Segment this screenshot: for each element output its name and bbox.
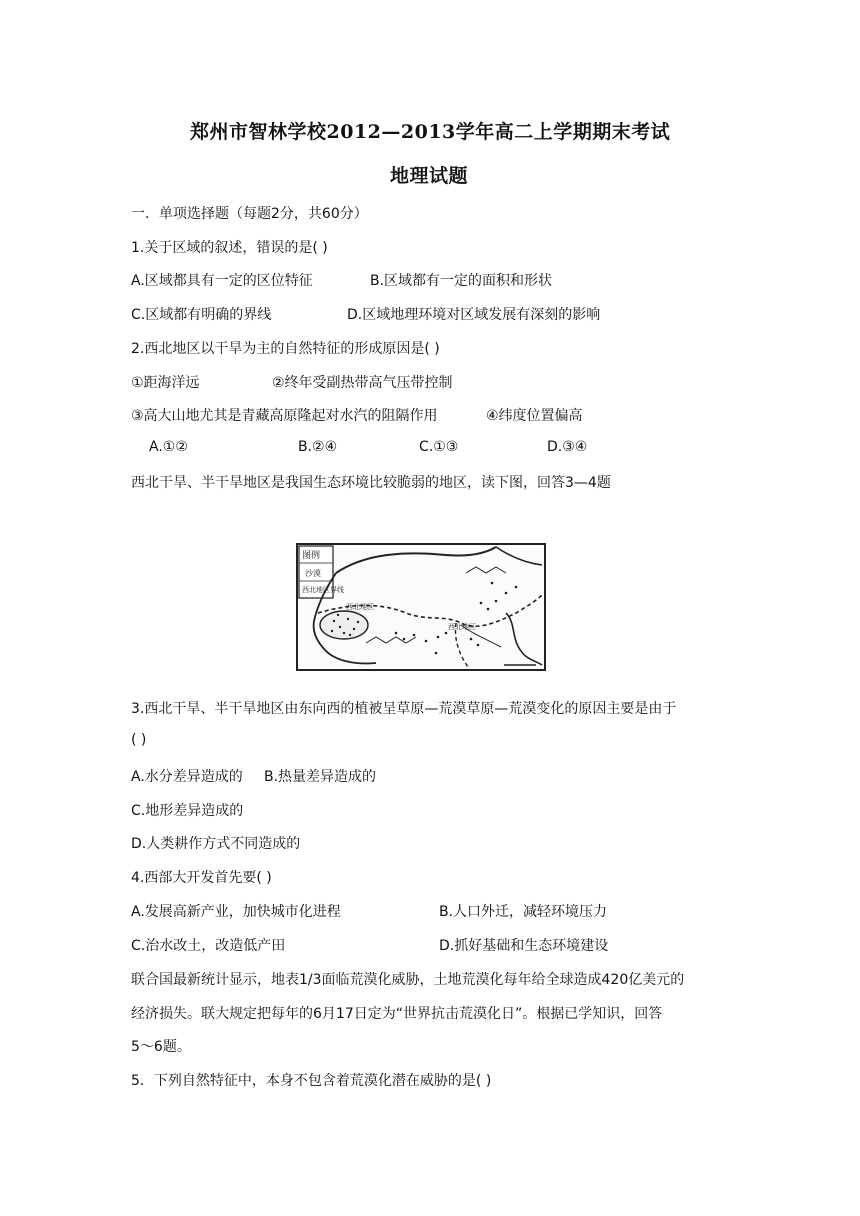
q2-option-b: B.②④ [298,439,338,455]
intro-q5-q6-line3: 5～6题。 [131,1039,191,1055]
q1-option-d: D.区域地理环境对区域发展有深刻的影响 [347,307,601,323]
intro-q3-q4: 西北干旱、半干旱地区是我国生态环境比较脆弱的地区，读下图，回答3—4题 [131,475,611,491]
map-label-northwest: 西北地区 [346,603,374,611]
q2-option-d: D.③④ [547,439,588,455]
intro-q5-q6-line1: 联合国最新统计显示，地表1/3面临荒漠化威胁，土地荒漠化每年给全球造成420亿美元的 [131,972,685,988]
map-svg [296,543,546,671]
q4-option-b: B.人口外迁，减轻环境压力 [439,904,608,920]
q4-option-d: D.抓好基础和生态环境建设 [439,938,609,954]
page-title: 郑州市智林学校2012—2013学年高二上学期期末考试 [190,121,671,143]
q2-stem: 2.西北地区以干旱为主的自然特征的形成原因是( ) [131,341,440,357]
q1-stem: 1.关于区域的叙述，错误的是( ) [131,240,328,256]
q3-option-c: C.地形差异造成的 [131,803,244,819]
intro-q5-q6-line2: 经济损失。联大规定把每年的6月17日定为“世界抗击荒漠化日”。根据已学知识，回答 [131,1006,663,1022]
q3-stem-line2: ( ) [131,732,147,748]
q3-option-a: A.水分差异造成的 [131,769,243,785]
q1-option-c: C.区域都有明确的界线 [131,307,272,323]
page-subtitle: 地理试题 [390,165,469,187]
q3-option-d: D.人类耕作方式不同造成的 [131,836,301,852]
q3-stem-line1: 3.西北干旱、半干旱地区由东向西的植被呈草原—荒漠草原—荒漠变化的原因主要是由于 [131,701,677,717]
q2-item-4: ④纬度位置偏高 [486,408,583,424]
map-legend-title: 图例 [302,551,321,561]
q2-item-1: ①距海洋远 [131,375,200,391]
q2-item-2: ②终年受副热带高气压带控制 [272,375,453,391]
q3-option-b: B.热量差异造成的 [264,769,377,785]
q5-stem: 5．下列自然特征中，本身不包含着荒漠化潜在威胁的是( ) [131,1073,492,1089]
q1-option-b: B.区域都有一定的面积和形状 [370,273,553,289]
q2-option-c: C.①③ [419,439,459,455]
q2-item-3: ③高大山地尤其是青藏高原隆起对水汽的阻隔作用 [131,408,438,424]
q2-option-a: A.①② [149,439,188,455]
q4-stem: 4.西部大开发首先要( ) [131,870,272,886]
q1-option-a: A.区域都具有一定的区位特征 [131,273,313,289]
section-heading: 一．单项选择题（每题2分，共60分） [131,206,368,222]
q4-option-c: C.治水改土，改造低产田 [131,938,286,954]
map-label-northwest-2: 西北地区 [448,623,476,631]
q4-option-a: A.发展高新产业，加快城市化进程 [131,904,341,920]
northwest-map-figure [296,543,546,671]
map-legend-desert: 沙漠 [305,569,321,578]
map-legend-boundary: 西北地区界线 [302,586,344,594]
